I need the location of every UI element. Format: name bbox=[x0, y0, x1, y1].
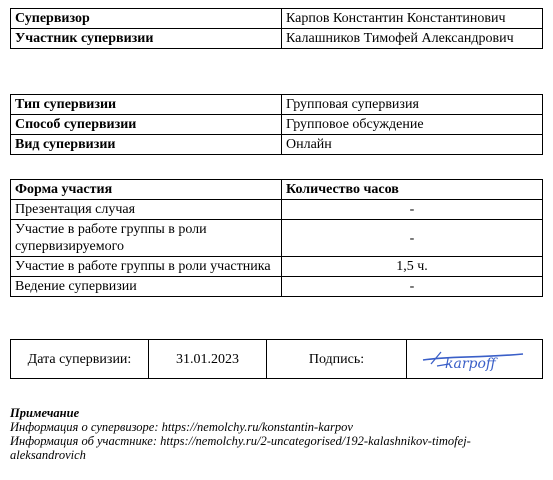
participant-label: Участник супервизии bbox=[11, 29, 282, 49]
supervisor-value: Карпов Константин Константинович bbox=[282, 9, 543, 29]
participation-form: Ведение супервизии bbox=[11, 277, 282, 297]
participation-form: Участие в работе группы в роли участника bbox=[11, 257, 282, 277]
date-signature-table bbox=[10, 339, 543, 379]
kind-row bbox=[11, 135, 543, 155]
supervision-details-table bbox=[10, 94, 543, 155]
type-row bbox=[11, 95, 543, 115]
supervisor-info-note: Информация о супервизоре: https://nemolchy.ru/konstantin-karpov bbox=[10, 420, 353, 434]
participation-hours: 1,5 ч. bbox=[282, 257, 543, 277]
method-row bbox=[11, 115, 543, 135]
kind-value: Онлайн bbox=[282, 135, 543, 155]
hours-column-header: Количество часов bbox=[282, 180, 543, 200]
form-column-header: Форма участия bbox=[11, 180, 282, 200]
type-label: Тип супервизии bbox=[11, 95, 282, 115]
notes-title: Примечание bbox=[10, 406, 80, 420]
participants-table bbox=[10, 8, 543, 49]
date-value: 31.01.2023 bbox=[149, 340, 267, 379]
method-value: Групповое обсуждение bbox=[282, 115, 543, 135]
participation-form: Участие в работе группы в роли супервизируемого bbox=[11, 220, 282, 257]
kind-label: Вид супервизии bbox=[11, 135, 282, 155]
date-signature-row bbox=[11, 340, 543, 379]
participant-value: Калашников Тимофей Александрович bbox=[282, 29, 543, 49]
participation-hours: - bbox=[282, 277, 543, 297]
signature-cell bbox=[407, 340, 543, 379]
date-label: Дата супервизии: bbox=[11, 340, 149, 379]
participant-row bbox=[11, 29, 543, 49]
participation-hours: - bbox=[282, 220, 543, 257]
type-value: Групповая супервизия bbox=[282, 95, 543, 115]
participation-row bbox=[11, 277, 543, 297]
participation-form: Презентация случая bbox=[11, 200, 282, 220]
participation-row bbox=[11, 257, 543, 277]
signature-label: Подпись: bbox=[267, 340, 407, 379]
signature-text: karpoff bbox=[444, 356, 496, 372]
supervisor-label: Супервизор bbox=[11, 9, 282, 29]
participation-header-row bbox=[11, 180, 543, 200]
supervisor-row bbox=[11, 9, 543, 29]
notes-section bbox=[10, 406, 540, 462]
signature-image bbox=[419, 344, 531, 374]
participant-info-note: Информация об участнике: https://nemolchy.ru/2-uncategorised/192-kalashnikov-timofej-aleksandrovich bbox=[10, 434, 471, 462]
participation-row bbox=[11, 200, 543, 220]
participation-hours: - bbox=[282, 200, 543, 220]
method-label: Способ супервизии bbox=[11, 115, 282, 135]
participation-row bbox=[11, 220, 543, 257]
participation-table bbox=[10, 179, 543, 297]
